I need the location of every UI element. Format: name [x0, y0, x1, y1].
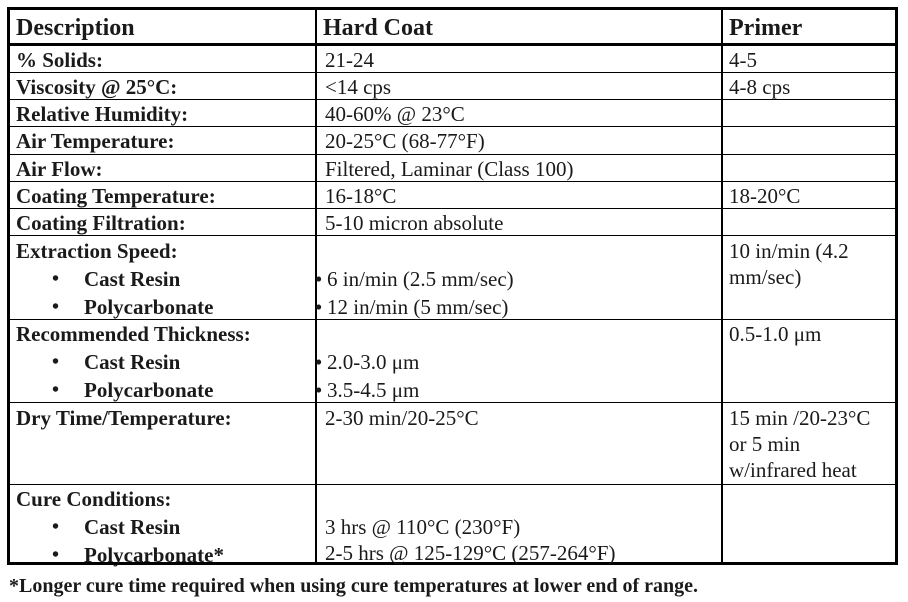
bullet-icon: • — [315, 295, 323, 319]
row-label-air-temperature: Air Temperature: — [16, 129, 175, 153]
row-label-recommended-thickness: Recommended Thickness: — [16, 322, 251, 346]
hard-coat-extraction-cast-resin: 6 in/min (2.5 mm/sec) — [327, 267, 514, 291]
row-rule — [10, 208, 895, 209]
footnote: *Longer cure time required when using cure temperatures at lower end of range. — [9, 575, 699, 597]
row-label-extraction-speed: Extraction Speed: — [16, 239, 178, 263]
sub-item-cast-resin: Cast Resin — [84, 267, 181, 291]
row-rule — [10, 72, 895, 73]
header-description: Description — [16, 15, 135, 41]
column-divider — [721, 10, 723, 562]
hard-coat-air-flow: Filtered, Laminar (Class 100) — [325, 157, 574, 181]
primer-thickness: 0.5-1.0 μm — [729, 322, 822, 346]
hard-coat-relative-humidity: 40-60% @ 23°C — [325, 102, 465, 126]
row-label-air-flow: Air Flow: — [16, 157, 103, 181]
hard-coat-air-temperature: 20-25°C (68-77°F) — [325, 129, 485, 153]
row-label-dry-time: Dry Time/Temperature: — [16, 406, 232, 430]
bullet-icon: • — [315, 267, 323, 291]
hard-coat-solids: 21-24 — [325, 48, 374, 72]
bullet-icon: • — [52, 268, 60, 290]
sub-item-polycarbonate: Polycarbonate* — [84, 543, 224, 567]
primer-dry-time-line: or 5 min — [729, 432, 801, 456]
row-rule — [10, 402, 895, 403]
row-rule — [10, 319, 895, 320]
primer-coating-temperature: 18-20°C — [729, 184, 801, 208]
bullet-icon: • — [52, 516, 60, 538]
hard-coat-thickness-cast-resin: 2.0-3.0 μm — [327, 350, 420, 374]
bullet-icon: • — [52, 379, 60, 401]
row-rule — [10, 99, 895, 100]
primer-dry-time-line: 15 min /20-23°C — [729, 406, 871, 430]
hard-coat-cure-cast-resin: 3 hrs @ 110°C (230°F) — [325, 515, 521, 539]
hard-coat-cure-polycarbonate: 2-5 hrs @ 125-129°C (257-264°F) — [325, 541, 616, 565]
primer-extraction-line: mm/sec) — [729, 265, 802, 289]
row-label-coating-temperature: Coating Temperature: — [16, 184, 216, 208]
bullet-icon: • — [52, 544, 60, 566]
bullet-icon: • — [52, 296, 60, 318]
row-rule — [10, 154, 895, 155]
primer-viscosity: 4-8 cps — [729, 75, 791, 99]
row-rule — [10, 484, 895, 485]
sub-item-polycarbonate: Polycarbonate — [84, 295, 214, 319]
hard-coat-dry-time: 2-30 min/20-25°C — [325, 406, 479, 430]
row-rule — [10, 181, 895, 182]
primer-extraction-line: 10 in/min (4.2 — [729, 239, 849, 263]
row-label-viscosity: Viscosity @ 25°C: — [16, 75, 178, 99]
header-hard-coat: Hard Coat — [323, 15, 433, 41]
row-label-relative-humidity: Relative Humidity: — [16, 102, 189, 126]
sub-item-cast-resin: Cast Resin — [84, 350, 181, 374]
sub-item-cast-resin: Cast Resin — [84, 515, 181, 539]
primer-solids: 4-5 — [729, 48, 757, 72]
hard-coat-extraction-polycarbonate: 12 in/min (5 mm/sec) — [327, 295, 509, 319]
row-label-coating-filtration: Coating Filtration: — [16, 211, 186, 235]
hard-coat-coating-temperature: 16-18°C — [325, 184, 397, 208]
header-primer: Primer — [729, 15, 803, 41]
hard-coat-viscosity: <14 cps — [325, 75, 392, 99]
bullet-icon: • — [52, 351, 60, 373]
row-label-cure-conditions: Cure Conditions: — [16, 487, 172, 511]
header-rule — [10, 43, 895, 46]
primer-dry-time-line: w/infrared heat — [729, 458, 857, 482]
hard-coat-thickness-polycarbonate: 3.5-4.5 μm — [327, 378, 420, 402]
hard-coat-coating-filtration: 5-10 micron absolute — [325, 211, 504, 235]
row-rule — [10, 235, 895, 236]
bullet-icon: • — [315, 350, 323, 374]
sub-item-polycarbonate: Polycarbonate — [84, 378, 214, 402]
bullet-icon: • — [315, 378, 323, 402]
row-label-solids: % Solids: — [16, 48, 103, 72]
row-rule — [10, 126, 895, 127]
spec-table — [7, 7, 898, 565]
